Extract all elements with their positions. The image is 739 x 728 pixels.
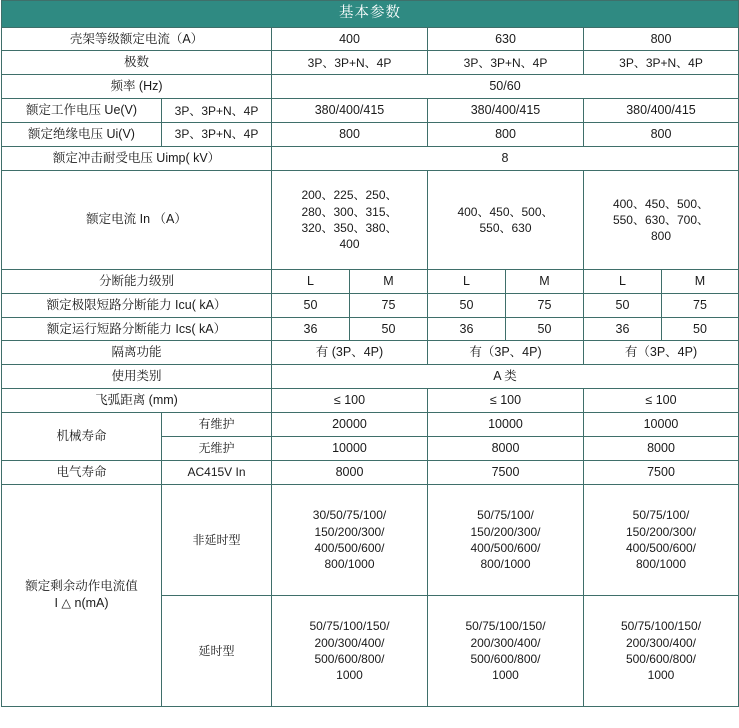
- value-line: 800/1000: [324, 556, 375, 571]
- table-row: [2, 123, 739, 147]
- value-icu-400-L: 50: [272, 293, 350, 317]
- value-line: 1000: [336, 667, 363, 682]
- value-breaking-class-800-L: L: [584, 269, 662, 293]
- value-line: 1000: [492, 667, 519, 682]
- value-mech-life-maintained-800: 10000: [584, 413, 739, 437]
- value-line: 150/200/300/: [314, 524, 385, 539]
- row-sub-mechanical-life-maintained: 有维护: [162, 413, 272, 437]
- row-label-isolation-function: 隔离功能: [2, 341, 272, 365]
- value-line: 50/75/100/150/: [309, 619, 390, 634]
- row-label-impulse-withstand-voltage: 额定冲击耐受电压 Uimp( kV）: [2, 146, 272, 170]
- value-line: 800/1000: [480, 556, 531, 571]
- value-line: 150/200/300/: [470, 524, 541, 539]
- value-ics-630-M: 50: [506, 317, 584, 341]
- value-line: 50/75/100/: [477, 508, 534, 523]
- value-breaking-class-400-M: M: [350, 269, 428, 293]
- value-arc-distance-630: ≤ 100: [428, 389, 584, 413]
- value-line: 320、350、380、: [301, 220, 398, 235]
- value-breaking-class-400-L: L: [272, 269, 350, 293]
- value-electrical-life-400: 8000: [272, 460, 428, 484]
- value-line: 400: [339, 237, 360, 251]
- table-row: [2, 99, 739, 123]
- value-line: 200/300/400/: [625, 635, 697, 650]
- row-sub-delay-type: 延时型: [162, 595, 272, 706]
- table-title-row: [2, 1, 739, 28]
- value-frame-rated-current-800: 800: [584, 27, 739, 51]
- value-line: 50/75/100/150/: [465, 619, 546, 634]
- table-row: [2, 484, 739, 595]
- value-line: 400/500/600/: [470, 540, 541, 555]
- row-label-residual-current: [2, 484, 162, 706]
- table-row: [2, 51, 739, 75]
- table-row: [2, 413, 739, 437]
- residual-label-line2: I △ n(mA): [54, 596, 109, 611]
- table-row: [2, 75, 739, 99]
- value-line: 400/500/600/: [625, 540, 697, 555]
- value-residual-delay-800: [584, 595, 739, 706]
- row-label-rated-insulation-voltage: 额定绝缘电压 Ui(V): [2, 123, 162, 147]
- value-arc-distance-800: ≤ 100: [584, 389, 739, 413]
- value-mech-life-unmaintained-630: 8000: [428, 436, 584, 460]
- table-row: [2, 460, 739, 484]
- table-row: [2, 170, 739, 269]
- table-row: [2, 293, 739, 317]
- row-sub-electrical-life: AC415V In: [162, 460, 272, 484]
- value-rated-current-in-630: [428, 170, 584, 269]
- value-breaking-class-630-M: M: [506, 269, 584, 293]
- value-poles-400: 3P、3P+N、4P: [272, 51, 428, 75]
- table-row: [2, 365, 739, 389]
- table-row: [2, 146, 739, 170]
- value-ics-800-L: 36: [584, 317, 662, 341]
- value-rated-insulation-voltage-400: 800: [272, 123, 428, 147]
- value-icu-630-M: 75: [506, 293, 584, 317]
- residual-label-line1: 额定剩余动作电流值: [25, 579, 138, 594]
- value-line: 500/600/800/: [314, 651, 385, 666]
- value-impulse-withstand-voltage: 8: [272, 146, 739, 170]
- row-sub-non-delay-type: 非延时型: [162, 484, 272, 595]
- value-poles-800: 3P、3P+N、4P: [584, 51, 739, 75]
- row-label-breaking-capacity-class: 分断能力级别: [2, 269, 272, 293]
- value-rated-working-voltage-400: 380/400/415: [272, 99, 428, 123]
- value-line: 550、630: [479, 220, 532, 235]
- row-sub-rated-working-voltage: 3P、3P+N、4P: [162, 99, 272, 123]
- value-breaking-class-630-L: L: [428, 269, 506, 293]
- value-rated-insulation-voltage-800: 800: [584, 123, 739, 147]
- value-electrical-life-800: 7500: [584, 460, 739, 484]
- row-label-ics: 额定运行短路分断能力 Ics( kA）: [2, 317, 272, 341]
- value-frame-rated-current-630: 630: [428, 27, 584, 51]
- value-isolation-630: 有（3P、4P): [428, 341, 584, 365]
- row-label-rated-current-in: 额定电流 In （A）: [2, 170, 272, 269]
- row-label-utilization-category: 使用类别: [2, 365, 272, 389]
- basic-parameters-table: [1, 0, 739, 707]
- value-ics-400-M: 50: [350, 317, 428, 341]
- value-rated-insulation-voltage-630: 800: [428, 123, 584, 147]
- value-residual-non-delay-400: [272, 484, 428, 595]
- value-electrical-life-630: 7500: [428, 460, 584, 484]
- value-arc-distance-400: ≤ 100: [272, 389, 428, 413]
- value-line: 400、450、500、: [612, 196, 710, 211]
- value-line: 400/500/600/: [314, 540, 385, 555]
- value-isolation-400: 有 (3P、4P): [272, 341, 428, 365]
- value-line: 200/300/400/: [314, 635, 385, 650]
- table-row: [2, 389, 739, 413]
- value-rated-current-in-400: [272, 170, 428, 269]
- value-line: 800/1000: [635, 556, 687, 571]
- row-label-mechanical-life: 机械寿命: [2, 413, 162, 461]
- value-isolation-800: 有（3P、4P): [584, 341, 739, 365]
- table-row: [2, 341, 739, 365]
- value-line: 30/50/75/100/: [312, 508, 387, 523]
- value-mech-life-unmaintained-400: 10000: [272, 436, 428, 460]
- row-sub-mechanical-life-unmaintained: 无维护: [162, 436, 272, 460]
- value-line: 280、300、315、: [301, 204, 398, 219]
- value-poles-630: 3P、3P+N、4P: [428, 51, 584, 75]
- value-icu-800-M: 75: [662, 293, 739, 317]
- value-line: 1000: [647, 667, 675, 682]
- value-line: 200/300/400/: [470, 635, 541, 650]
- row-label-rated-working-voltage: 额定工作电压 Ue(V): [2, 99, 162, 123]
- value-line: 500/600/800/: [625, 651, 697, 666]
- value-icu-630-L: 50: [428, 293, 506, 317]
- value-line: 50/75/100/: [632, 508, 690, 523]
- value-line: 550、630、700、: [612, 212, 710, 227]
- value-icu-400-M: 75: [350, 293, 428, 317]
- value-rated-working-voltage-630: 380/400/415: [428, 99, 584, 123]
- value-residual-non-delay-630: [428, 484, 584, 595]
- value-mech-life-unmaintained-800: 8000: [584, 436, 739, 460]
- value-breaking-class-800-M: M: [662, 269, 739, 293]
- value-rated-current-in-800: [584, 170, 739, 269]
- table-row: [2, 27, 739, 51]
- row-label-icu: 额定极限短路分断能力 Icu( kA）: [2, 293, 272, 317]
- value-ics-400-L: 36: [272, 317, 350, 341]
- value-line: 150/200/300/: [625, 524, 697, 539]
- table-row: [2, 269, 739, 293]
- value-ics-800-M: 50: [662, 317, 739, 341]
- value-ics-630-L: 36: [428, 317, 506, 341]
- value-line: 500/600/800/: [470, 651, 541, 666]
- value-line: 400、450、500、: [457, 204, 554, 219]
- value-line: 50/75/100/150/: [620, 619, 702, 634]
- value-line: 800: [650, 228, 672, 243]
- row-sub-rated-insulation-voltage: 3P、3P+N、4P: [162, 123, 272, 147]
- row-label-frequency: 频率 (Hz): [2, 75, 272, 99]
- value-frame-rated-current-400: 400: [272, 27, 428, 51]
- value-residual-delay-400: [272, 595, 428, 706]
- value-mech-life-maintained-630: 10000: [428, 413, 584, 437]
- row-label-arc-distance: 飞弧距离 (mm): [2, 389, 272, 413]
- value-residual-delay-630: [428, 595, 584, 706]
- value-residual-non-delay-800: [584, 484, 739, 595]
- value-frequency: 50/60: [272, 75, 739, 99]
- value-line: 200、225、250、: [301, 188, 398, 203]
- table-row: [2, 317, 739, 341]
- value-utilization-category: A 类: [272, 365, 739, 389]
- value-icu-800-L: 50: [584, 293, 662, 317]
- row-label-frame-rated-current: 壳架等级额定电流（A）: [2, 27, 272, 51]
- value-mech-life-maintained-400: 20000: [272, 413, 428, 437]
- table-title: 基本参数: [2, 1, 739, 28]
- row-label-poles: 极数: [2, 51, 272, 75]
- row-label-electrical-life: 电气寿命: [2, 460, 162, 484]
- value-rated-working-voltage-800: 380/400/415: [584, 99, 739, 123]
